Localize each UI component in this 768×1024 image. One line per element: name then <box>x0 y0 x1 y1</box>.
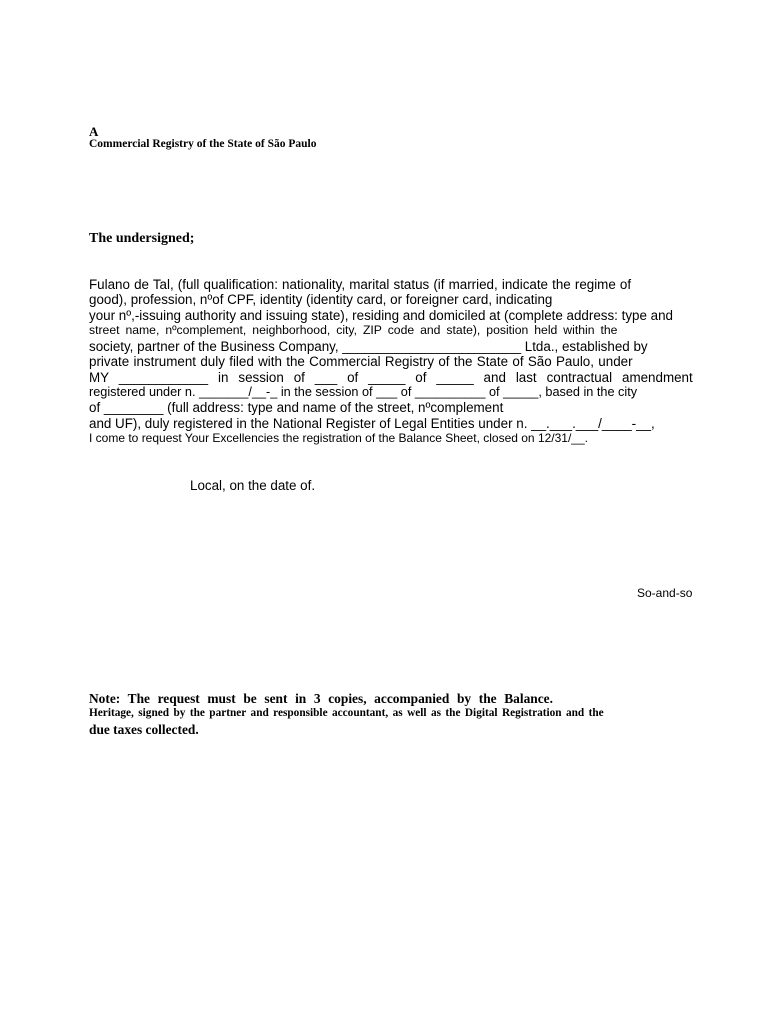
body-line: I come to request Your Excellencies the registration of the Balance Sheet, closed on 12/31/__. <box>89 431 588 445</box>
body-line: your nº,-issuing authority and issuing state), residing and domiciled at (complete address: type and <box>89 308 673 323</box>
addressee-registry: Commercial Registry of the State of São Paulo <box>89 138 317 150</box>
body-line: registered under n. _______/__-_ in the session of ___ of __________ of _____, based in the city <box>89 385 638 399</box>
note-line: Heritage, signed by the partner and responsible accountant, as well as the Digital Registration and the <box>89 707 604 719</box>
body-line: private instrument duly filed with the Commercial Registry of the State of São Paulo, under <box>89 354 633 369</box>
body-line: society, partner of the Business Company, ________________________ Ltda., established by <box>89 339 648 354</box>
body-line: Fulano de Tal, (full qualification: nationality, marital status (if married, indicate the regime of <box>89 277 632 292</box>
body-line: and UF), duly registered in the National Register of Legal Entities under n. __.___.___/____-__, <box>89 416 655 431</box>
place-date: Local, on the date of. <box>190 478 316 493</box>
note-line: Note: The request must be sent in 3 copies, accompanied by the Balance. <box>89 691 553 706</box>
body-line: MY ____________ in session of ___ of _____ of _____ and last contractual amendment <box>89 370 693 385</box>
salutation: The undersigned; <box>89 231 195 246</box>
body-line: good), profession, nºof CPF, identity (identity card, or foreigner card, indicating <box>89 292 553 307</box>
body-line: street name, nºcomplement, neighborhood, city, ZIP code and state), position held within the <box>89 323 618 337</box>
body-line: of ________ (full address: type and name of the street, nºcomplement <box>89 400 504 415</box>
signature-name: So-and-so <box>637 586 693 600</box>
addressee-letter: A <box>89 124 99 139</box>
note-line: due taxes collected. <box>89 722 199 737</box>
